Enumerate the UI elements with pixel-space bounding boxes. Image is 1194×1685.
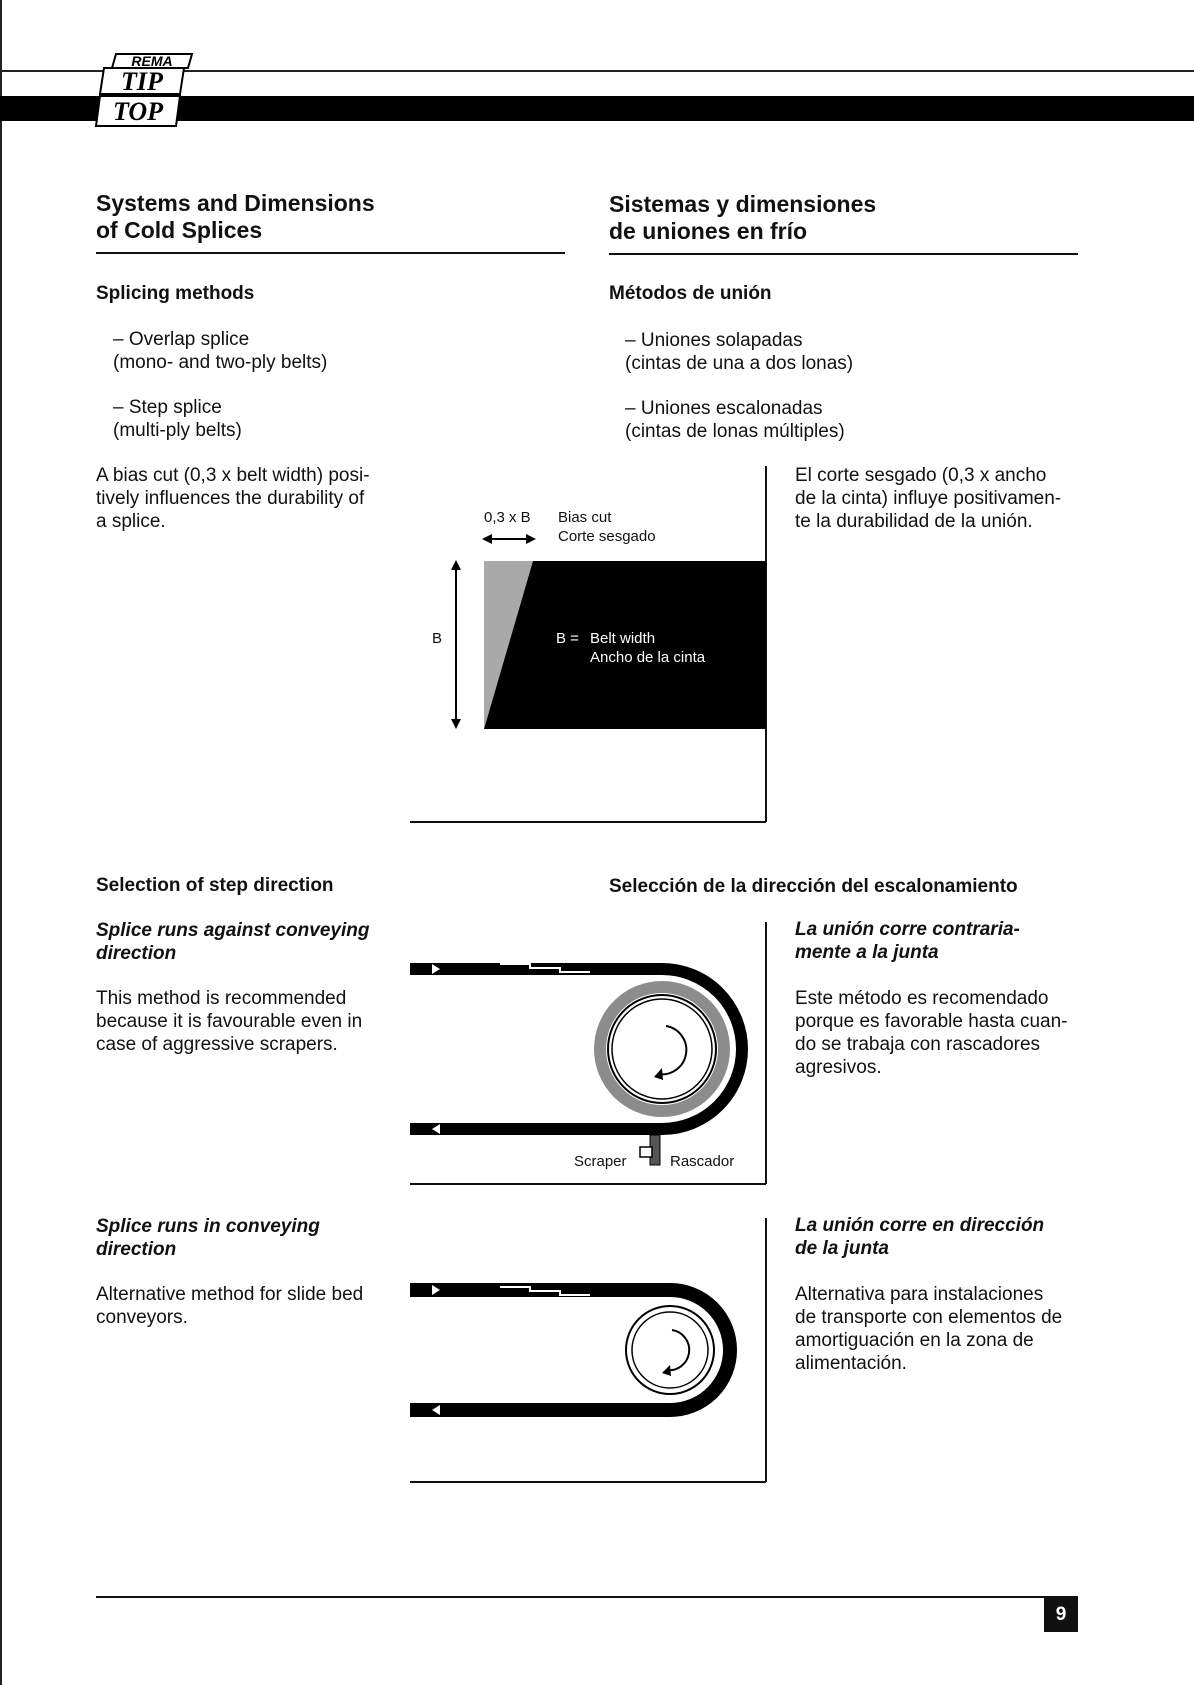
dim-label: 0,3 x B <box>484 509 531 526</box>
bias-cut-label: Bias cut Corte sesgado <box>558 509 656 545</box>
in-text-es: Alternativa para instalaciones de transporte con elementos de amortiguación en la zona de alimentación. <box>795 1284 1063 1374</box>
pulley-drum <box>626 1306 714 1394</box>
page-number: 9 <box>1044 1598 1078 1632</box>
title-rule-en <box>96 252 565 254</box>
in-direction-figure <box>410 1218 770 1486</box>
rema-tip-top-logo <box>92 52 202 130</box>
scraper-label-en: Scraper <box>574 1153 627 1170</box>
in-text-en: Alternative method for slide bed conveyors. <box>96 1284 364 1328</box>
logo-word-top: TOP <box>112 97 164 126</box>
bias-text-en: A bias cut (0,3 x belt width) posi- tively influences the durability of a splice. <box>96 465 370 532</box>
against-heading-es: La unión corre contraria- mente a la junta <box>795 919 1020 963</box>
against-heading-en: Splice runs against conveying direction <box>96 920 370 964</box>
method-item-en: – Overlap splice (mono- and two-ply belts) <box>113 329 328 373</box>
page-edge <box>0 0 2 1685</box>
footer-rule <box>96 1596 1078 1598</box>
in-heading-es: La unión corre en dirección de la junta <box>795 1215 1045 1259</box>
in-heading-en: Splice runs in conveying direction <box>96 1216 320 1260</box>
belt-width-desc: Belt width Ancho de la cinta <box>590 630 706 666</box>
splicing-heading-es: Métodos de unión <box>609 283 772 304</box>
logo-word-tip: TIP <box>121 67 163 96</box>
logo-word-rema: REMA <box>131 53 173 69</box>
title-es: Sistemas y dimensiones de uniones en frío <box>609 191 877 244</box>
title-rule-es <box>609 253 1078 255</box>
splicing-heading-en: Splicing methods <box>96 283 255 304</box>
scraper-label-es: Rascador <box>670 1153 735 1170</box>
bias-cut-figure <box>410 466 770 826</box>
step-heading-es: Selección de la dirección del escalonamiento <box>609 876 1018 897</box>
against-direction-figure <box>410 922 770 1188</box>
against-text-es: Este método es recomendado porque es favorable hasta cuan- do se trabaja con rascadores agresivos. <box>795 988 1068 1078</box>
method-item-es: – Uniones solapadas (cintas de una a dos lonas) <box>625 330 854 374</box>
belt-width-equals: B = <box>556 630 579 647</box>
against-text-en: This method is recommended because it is favourable even in case of aggressive scrapers. <box>96 988 363 1055</box>
bias-text-es: El corte sesgado (0,3 x ancho de la cinta) influye positivamen- te la durabilidad de la unión. <box>795 465 1062 532</box>
method-item-es: – Uniones escalonadas (cintas de lonas múltiples) <box>625 398 845 442</box>
pulley-lagging <box>600 987 724 1111</box>
title-en: Systems and Dimensions of Cold Splices <box>96 190 375 243</box>
method-item-en: – Step splice (multi-ply belts) <box>113 397 242 441</box>
step-heading-en: Selection of step direction <box>96 875 334 896</box>
belt-width-symbol: B <box>432 630 443 647</box>
